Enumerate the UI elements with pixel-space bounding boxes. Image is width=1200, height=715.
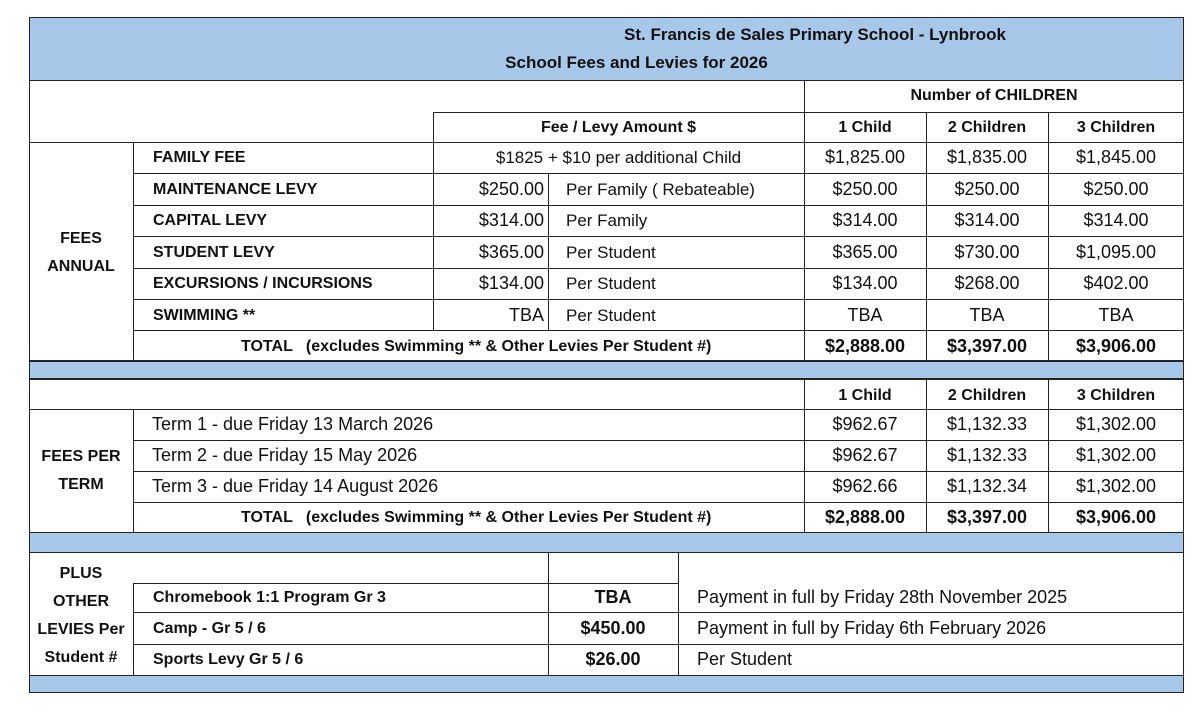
annual-total-1-child: $2,888.00 xyxy=(824,336,906,356)
levy-basis: Per Family xyxy=(566,211,648,230)
family-fee-label: FAMILY FEE xyxy=(153,149,246,166)
school-title: St. Francis de Sales Primary School - Lynbrook xyxy=(624,25,1006,44)
levy-basis: Per Student xyxy=(566,274,656,293)
other-levies-label: PLUS OTHER LEVIES Per Student # xyxy=(37,565,125,666)
fee-levy-amount-header: Fee / Levy Amount $ xyxy=(541,119,696,136)
levy-3-children: $250.00 xyxy=(1083,179,1149,199)
term-total-label: TOTAL (excludes Swimming ** & Other Levies Per Student #) xyxy=(241,509,712,526)
separator-band-2 xyxy=(30,532,1183,552)
number-of-children-header: Number of CHILDREN xyxy=(910,87,1078,104)
levy-basis: Per Family ( Rebateable) xyxy=(566,180,755,199)
levy-3-children: TBA xyxy=(1098,305,1134,325)
term-2-children: $1,132.33 xyxy=(946,414,1028,434)
levy-1-child: $250.00 xyxy=(832,179,898,199)
levy-name: STUDENT LEVY xyxy=(153,244,275,261)
other-levy-note: Payment in full by Friday 28th November 2025 xyxy=(697,587,1068,607)
levy-3-children: $1,095.00 xyxy=(1075,242,1157,262)
other-levy-amount: TBA xyxy=(594,587,632,607)
term-col-2-children-header: 2 Children xyxy=(947,387,1027,404)
other-levy-note: Per Student xyxy=(697,649,793,669)
levy-3-children: $402.00 xyxy=(1083,273,1149,293)
levy-name: MAINTENANCE LEVY xyxy=(153,181,318,198)
levy-basis: Per Student xyxy=(566,306,656,325)
levy-name: EXCURSIONS / INCURSIONS xyxy=(153,275,373,292)
levy-amount: $250.00 xyxy=(478,179,544,199)
term-total-1-child: $2,888.00 xyxy=(824,507,906,527)
fees-per-term-label: FEES PER TERM xyxy=(41,448,121,493)
term-label: Term 2 - due Friday 15 May 2026 xyxy=(152,445,418,465)
term-total-2-children: $3,397.00 xyxy=(946,507,1028,527)
col-1-child-header: 1 Child xyxy=(838,119,892,136)
col-3-children-header: 3 Children xyxy=(1076,119,1156,136)
term-2-children: $1,132.33 xyxy=(946,445,1028,465)
other-levy-name: Camp - Gr 5 / 6 xyxy=(153,620,266,637)
bottom-band xyxy=(30,675,1183,692)
other-levy-amount: $450.00 xyxy=(580,618,646,638)
term-col-3-children-header: 3 Children xyxy=(1076,387,1156,404)
term-total-3-children: $3,906.00 xyxy=(1075,507,1157,527)
levy-1-child: TBA xyxy=(847,305,883,325)
term-3-children: $1,302.00 xyxy=(1075,476,1157,496)
school-subtitle: School Fees and Levies for 2026 xyxy=(505,53,768,72)
annual-total-label: TOTAL (excludes Swimming ** & Other Levies Per Student #) xyxy=(241,338,712,355)
term-2-children: $1,132.34 xyxy=(946,476,1028,496)
other-levy-amount: $26.00 xyxy=(585,649,641,669)
family-fee-1-child: $1,825.00 xyxy=(824,147,906,167)
term-col-1-child-header: 1 Child xyxy=(838,387,892,404)
col-2-children-header: 2 Children xyxy=(947,119,1027,136)
levy-amount: $365.00 xyxy=(478,242,544,262)
other-levy-name: Chromebook 1:1 Program Gr 3 xyxy=(153,589,386,606)
term-1-child: $962.67 xyxy=(832,414,898,434)
levy-amount: $314.00 xyxy=(478,210,544,230)
levy-name: CAPITAL LEVY xyxy=(153,212,268,229)
levy-3-children: $314.00 xyxy=(1083,210,1149,230)
levy-1-child: $134.00 xyxy=(832,273,898,293)
levy-amount: $134.00 xyxy=(478,273,544,293)
term-1-child: $962.66 xyxy=(832,476,898,496)
levy-2-children: $730.00 xyxy=(954,242,1020,262)
levy-2-children: TBA xyxy=(969,305,1005,325)
term-label: Term 1 - due Friday 13 March 2026 xyxy=(152,414,434,434)
term-1-child: $962.67 xyxy=(832,445,898,465)
levy-amount: TBA xyxy=(508,305,544,325)
levy-2-children: $250.00 xyxy=(954,179,1020,199)
levy-basis: Per Student xyxy=(566,243,656,262)
annual-total-2-children: $3,397.00 xyxy=(946,336,1028,356)
fees-annual-label: FEES ANNUAL xyxy=(47,230,115,275)
levy-1-child: $365.00 xyxy=(832,242,898,262)
annual-total-3-children: $3,906.00 xyxy=(1075,336,1157,356)
term-label: Term 3 - due Friday 14 August 2026 xyxy=(152,476,439,496)
term-3-children: $1,302.00 xyxy=(1075,414,1157,434)
family-fee-2-children: $1,835.00 xyxy=(946,147,1028,167)
family-fee-3-children: $1,845.00 xyxy=(1075,147,1157,167)
term-3-children: $1,302.00 xyxy=(1075,445,1157,465)
other-levy-name: Sports Levy Gr 5 / 6 xyxy=(153,651,304,668)
levy-2-children: $314.00 xyxy=(954,210,1020,230)
levy-1-child: $314.00 xyxy=(832,210,898,230)
other-levy-note: Payment in full by Friday 6th February 2026 xyxy=(697,618,1047,638)
levy-name: SWIMMING ** xyxy=(153,307,256,324)
family-fee-amount: $1825 + $10 per additional Child xyxy=(495,148,742,167)
levy-2-children: $268.00 xyxy=(954,273,1020,293)
separator-band-1 xyxy=(30,362,1183,379)
